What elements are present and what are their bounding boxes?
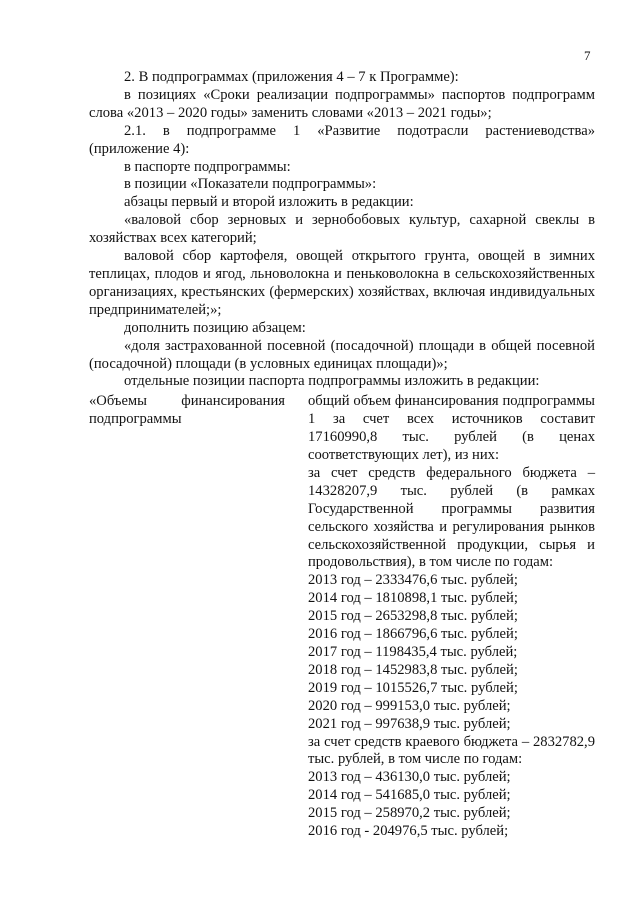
federal-year-line: 2018 год – 1452983,8 тыс. рублей;	[308, 661, 518, 678]
regional-year-line: 2016 год - 204976,5 тыс. рублей;	[308, 823, 509, 840]
paragraph: 2. В подпрограммах (приложения 4 – 7 к Программе):	[124, 69, 459, 85]
federal-year-line: 2017 год – 1198435,4 тыс. рублей;	[308, 644, 518, 660]
paragraph: дополнить позицию абзацем:	[124, 319, 306, 336]
paragraph: отдельные позиции паспорта подпрограммы изложить в редакции:	[124, 373, 540, 390]
regional-year-line: 2014 год – 541685,0 тыс. рублей;	[308, 787, 511, 804]
federal-year-line: 2019 год – 1015526,7 тыс. рублей;	[308, 679, 518, 696]
paragraph: в позиции «Показатели подпрограммы»:	[124, 176, 377, 193]
page-number: 7	[584, 48, 591, 63]
document-body	[89, 69, 595, 841]
federal-year-line: 2015 год – 2653298,8 тыс. рублей;	[308, 608, 518, 625]
federal-year-line: 2013 год – 2333476,6 тыс. рублей;	[308, 572, 518, 589]
table-label-cell: «Объемы финансирования подпрограммы	[89, 393, 285, 428]
regional-year-line: 2013 год – 436130,0 тыс. рублей;	[308, 769, 511, 786]
federal-year-line: 2021 год – 997638,9 тыс. рублей;	[308, 715, 511, 732]
paragraph: в позициях «Сроки реализации подпрограммы» паспортов подпрограмм слова «2013 – 2020 годы» заменить словами «2013 – 2021 годы»;	[89, 86, 595, 121]
federal-year-line: 2020 год – 999153,0 тыс. рублей;	[308, 697, 511, 714]
regional-budget-text: за счет средств краевого бюджета – 2832782,9 тыс. рублей, в том числе по годам:	[308, 733, 595, 768]
federal-year-line: 2016 год – 1866796,6 тыс. рублей;	[308, 626, 518, 643]
paragraph: абзацы первый и второй изложить в редакции:	[124, 194, 414, 211]
federal-year-line: 2014 год – 1810898,1 тыс. рублей;	[308, 590, 518, 607]
paragraph: валовой сбор картофеля, овощей открытого грунта, овощей в зимних теплицах, плодов и ягод, льноволокна и пеньковолокна в сельскохозяйственных организациях, крестьянских (фермерских) хозяйствах, включая индивидуальных предпринимателей;»;	[89, 248, 595, 318]
paragraph: «доля застрахованной посевной (посадочной) площади в общей посевной (посадочной) площади (в условных единицах площади)»;	[89, 337, 595, 372]
total-financing-text: общий объем финансирования подпрограммы 1 за счет всех источников составит 17160990,8 тыс. рублей (в ценах соответствующих лет), из них:	[308, 393, 595, 464]
paragraph: в паспорте подпрограммы:	[124, 158, 291, 175]
federal-budget-text: за счет средств федерального бюджета – 14328207,9 тыс. рублей (в рамках Государственной программы развития сельского хозяйства и регулирования рынков сельскохозяйственной продукции, сырья и продовольствия), в том числе по годам:	[308, 464, 595, 571]
paragraph: 2.1. в подпрограмме 1 «Развитие подотрасли растениеводства» (приложение 4):	[89, 122, 595, 157]
passport-table	[89, 393, 595, 841]
table-value-cell	[308, 393, 595, 841]
paragraph: «валовой сбор зерновых и зернобобовых культур, сахарной свеклы в хозяйствах всех категорий;	[89, 212, 595, 247]
regional-year-line: 2015 год – 258970,2 тыс. рублей;	[308, 805, 511, 822]
